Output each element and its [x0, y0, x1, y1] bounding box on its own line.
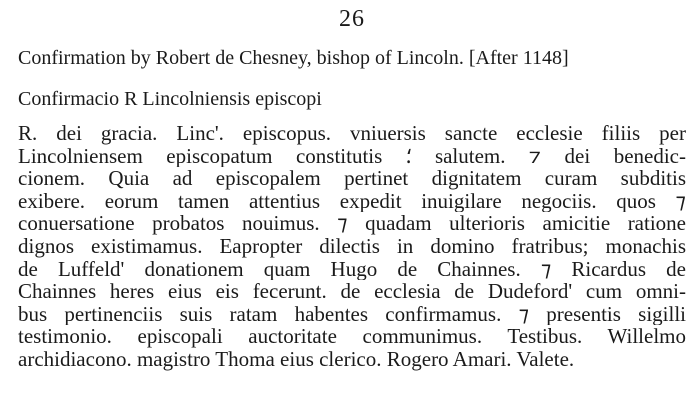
charter-text — [18, 122, 686, 371]
document-page — [18, 0, 686, 420]
text-line: dignos existimamus. Eapropter dilectis in domino fratribus; monachis — [18, 234, 686, 258]
charter-subheading: Confirmacio R Lincolniensis episcopi — [18, 88, 322, 110]
text-line: archidiacono. magistro Thoma eius clerico. Rogero Amari. Valete. — [18, 347, 575, 371]
charter-heading: Confirmation by Robert de Chesney, bishop of Lincoln. [After 1148] — [18, 47, 569, 69]
text-line: bus pertinenciis suis ratam habentes confirmamus. ⁊ presentis sigilli — [18, 302, 686, 326]
text-line: cionem. Quia ad episcopalem pertinet dignitatem curam subditis — [18, 167, 686, 190]
text-line: de Luffeld' donationem quam Hugo de Chainnes. ⁊ Ricardus de — [18, 257, 686, 281]
text-line: testimonio. episcopali auctoritate communimus. Testibus. Willelmo — [18, 325, 686, 348]
text-line: conuersatione probatos nouimus. ⁊ quadam ulterioris amicitie ratione — [18, 212, 686, 235]
text-line: Chainnes heres eius eis fecerunt. de ecclesia de Dudeford' cum omni- — [18, 280, 686, 303]
text-line: R. dei gracia. Linc'. episcopus. vniuersis sancte ecclesie filiis per — [18, 122, 686, 145]
text-line: exibere. eorum tamen attentius expedit inuigilare negociis. quos ⁊ — [18, 189, 686, 213]
page-number: 26 — [339, 6, 365, 32]
text-line: Lincolniensem episcopatum constitutis ⸵ salutem. ⁊ dei benedic- — [18, 144, 686, 168]
